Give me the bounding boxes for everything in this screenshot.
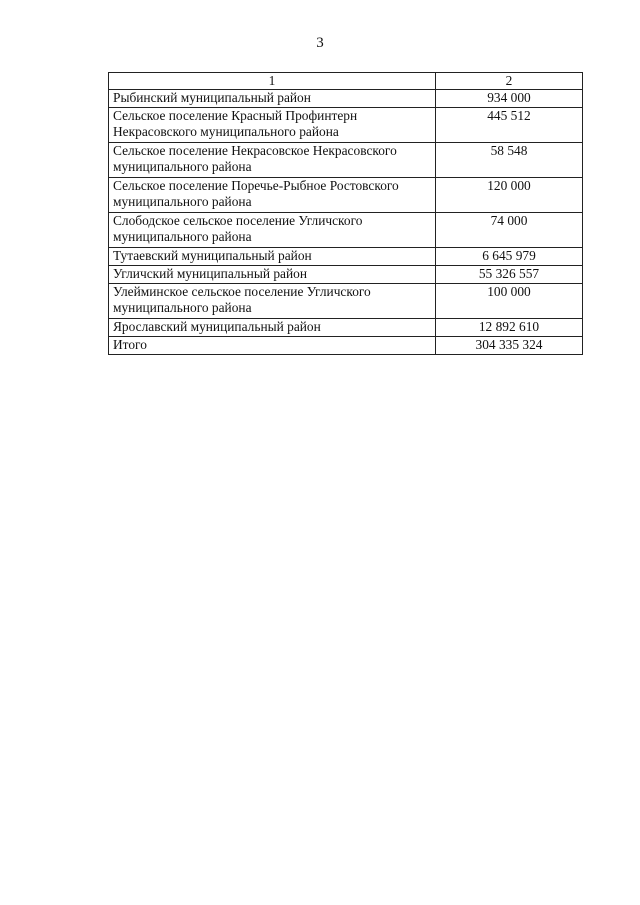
row-value: 445 512: [436, 108, 583, 143]
table-header: [109, 73, 583, 90]
table-row: [109, 266, 583, 284]
column-header-1: 1: [109, 73, 436, 90]
row-value: 74 000: [436, 213, 583, 248]
table-body: [109, 90, 583, 355]
row-value: 55 326 557: [436, 266, 583, 284]
page-number: 3: [316, 35, 324, 51]
row-value: 58 548: [436, 143, 583, 178]
budget-table: [108, 72, 583, 355]
table-row: [109, 90, 583, 108]
row-value: 120 000: [436, 178, 583, 213]
table-row: [109, 284, 583, 319]
row-value: 100 000: [436, 284, 583, 319]
row-name: Ярославский муниципальный район: [109, 319, 436, 337]
row-name: Рыбинский муниципальный район: [109, 90, 436, 108]
table-row: [109, 143, 583, 178]
row-name: Сельское поселение Некрасовское Некрасовского муниципального района: [109, 143, 436, 178]
row-name: Улейминское сельское поселение Угличского муниципального района: [109, 284, 436, 319]
header-row: [109, 73, 583, 90]
table-row: [109, 178, 583, 213]
row-value: 934 000: [436, 90, 583, 108]
table-row: [109, 108, 583, 143]
row-name: Слободское сельское поселение Угличского муниципального района: [109, 213, 436, 248]
row-name: Угличский муниципальный район: [109, 266, 436, 284]
row-value: 12 892 610: [436, 319, 583, 337]
row-name: Сельское поселение Поречье-Рыбное Ростовского муниципального района: [109, 178, 436, 213]
table-row: [109, 319, 583, 337]
table-row: [109, 213, 583, 248]
total-row: [109, 337, 583, 355]
total-value: 304 335 324: [436, 337, 583, 355]
row-name: Сельское поселение Красный Профинтерн Некрасовского муниципального района: [109, 108, 436, 143]
total-label: Итого: [109, 337, 436, 355]
row-name: Тутаевский муниципальный район: [109, 248, 436, 266]
table-row: [109, 248, 583, 266]
row-value: 6 645 979: [436, 248, 583, 266]
column-header-2: 2: [436, 73, 583, 90]
